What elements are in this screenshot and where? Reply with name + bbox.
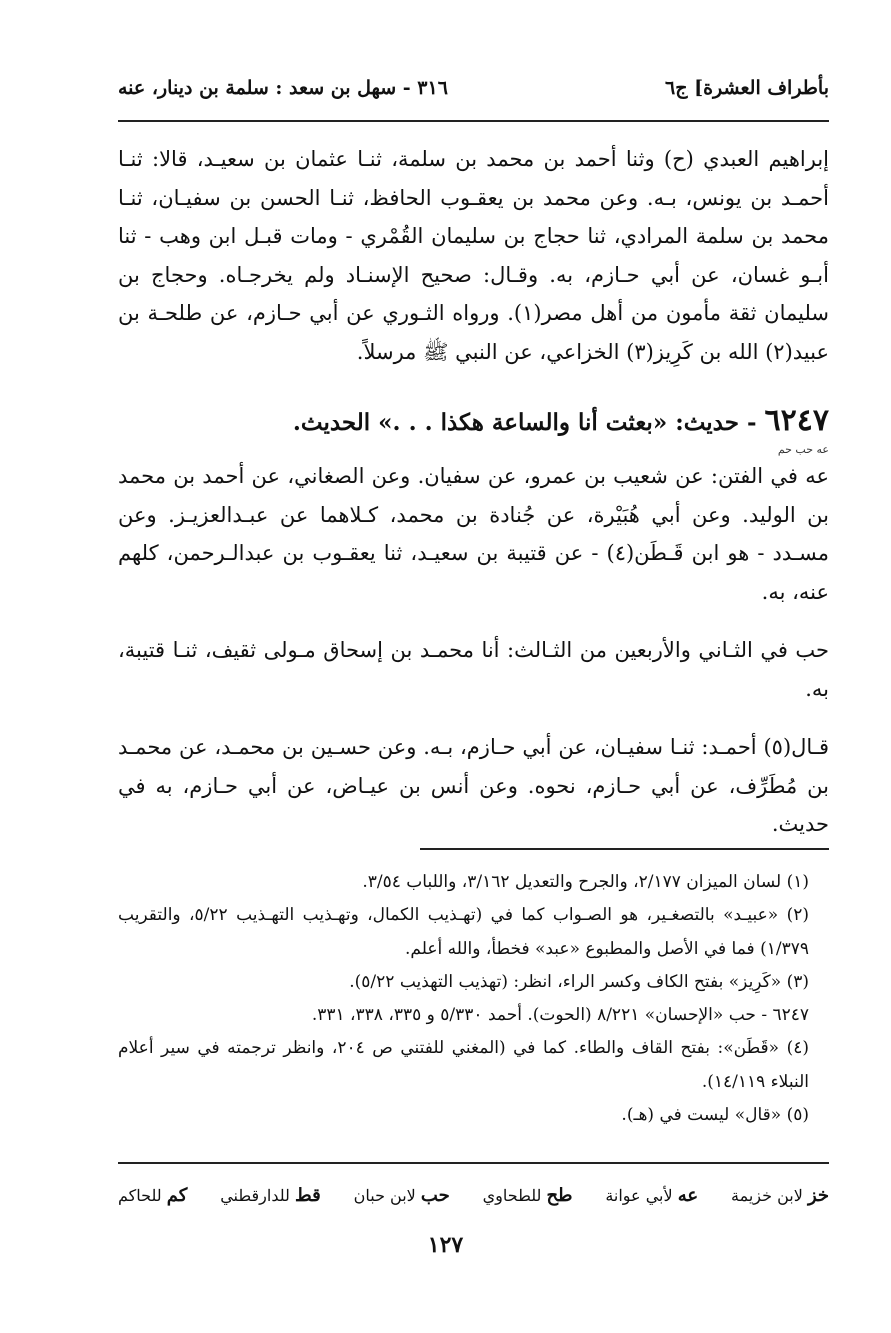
footnote: ٦٢٤٧ - حب «الإحسان» ٨/٢٢١ (الحوت). أحمد ٥/٣٣٠ و ٣٣٥، ٣٣٨، ٣٣١.: [311, 1005, 809, 1026]
source-codes: عه حب حم: [777, 443, 829, 456]
page-number: ١٢٧: [427, 1232, 464, 1258]
abbrev-item: قط للدارقطني: [220, 1184, 321, 1206]
hadith-number: ٦٢٤٧: [764, 403, 829, 438]
main-text: [118, 140, 829, 844]
book-title: بأطراف العشرة] ج٦: [665, 77, 829, 99]
paragraph: عه في الفتن: عن شعيب بن عمرو، عن سفيان. وعن الصغاني، عن أحمد بن محمد بن الوليد. وعن أبي هُبَيْرة، عن جُنادة بن محمد، كـلاهما عن عبـدالعزيـز. وعن مسـدد - هو ابن قَـطَن(٤) - عن قتيبة بن سعيـد، ثنا يعقـوب بن عبدالـرحمن، كلهم عنه، به.: [118, 464, 829, 604]
abbrev-rule: [118, 1162, 829, 1164]
abbrev-item: كم للحاكم: [118, 1184, 188, 1206]
abbrev-item: طح للطحاوي: [482, 1184, 573, 1206]
footnote: (١) لسان الميزان ٢/١٧٧، والجرح والتعديل ٣/١٦٢، واللباب ٣/٥٤.: [362, 872, 809, 892]
page-header: [118, 66, 829, 110]
footnote: (٤) «قَطَن»: بفتح القاف والطاء. كما في (المغني للفتني ص ٢٠٤، وانظر ترجمته في سير أعلام النبلاء ١٤/١١٩).: [118, 1038, 809, 1092]
footnote: (٥) «قال» ليست في (هـ).: [621, 1105, 809, 1126]
footnotes: [118, 866, 829, 1132]
abbrev-item: خز لابن خزيمة: [731, 1184, 829, 1206]
abbrev-item: حب لابن حبان: [353, 1184, 450, 1206]
paragraph: إبراهيم العبدي (ح) وثنا أحمد بن محمد بن سلمة، ثنـا عثمان بن سعيـد، قالا: ثنـا أحمـد بن يونس، بـه. وعن محمد بن يعقـوب الحافظ، ثنـا الحسن بن سفيـان، ثنـا محمد بن سلمة المرادي، ثنا حجاج بن سليمان القُمْري - ومات قبـل ابن وهب - ثنا أبـو غسان، عن أبي حـازم، به. وقـال: صحيح الإسنـاد ولم يخرجـاه. وحجاج بن سليمان ثقة مأمون من أهل مصر(١). ورواه الثـوري عن أبي حـازم، عن طلحـة بن عبيد(٢) الله بن كَرِيز(٣) الخزاعي، عن النبي ﷺ مرسلاً.: [118, 147, 829, 364]
abbreviation-key: [118, 1175, 829, 1215]
header-rule: [118, 120, 829, 122]
section-title: ٣١٦ - سهل بن سعد : سلمة بن دينار، عنه: [118, 77, 448, 99]
paragraph: قـال(٥) أحمـد: ثنـا سفيـان، عن أبي حـازم، بـه. وعن حسـين بن محمـد، عن محمـد بن مُطَرِّف، عن أبي حـازم، نحوه. وعن أنس بن عيـاض، عن أبي حـازم، به في حديث.: [118, 735, 829, 836]
hadith-title: - حديث: «بعثت أنا والساعة هكذا . . .» الحديث.: [292, 409, 757, 436]
footnote-rule: [420, 848, 829, 850]
paragraph: حب في الثـاني والأربعين من الثـالث: أنا محمـد بن إسحاق مـولى ثقيف، ثنـا قتيبة، به.: [118, 638, 829, 701]
abbrev-item: عه لأبي عوانة: [605, 1184, 699, 1206]
hadith-heading: [118, 401, 829, 443]
footnote: (٣) «كَرِيز» بفتح الكاف وكسر الراء، انظر: (تهذيب التهذيب ٥/٢٢).: [349, 971, 809, 992]
footnote: (٢) «عبيـد» بالتصغـير، هو الصـواب كما في (تهـذيب الكمال، وتهـذيب التهـذيب ٥/٢٢، والتقريب ١/٣٧٩) فما في الأصل والمطبوع «عبد» فخطأ، والله أعلم.: [118, 905, 809, 959]
